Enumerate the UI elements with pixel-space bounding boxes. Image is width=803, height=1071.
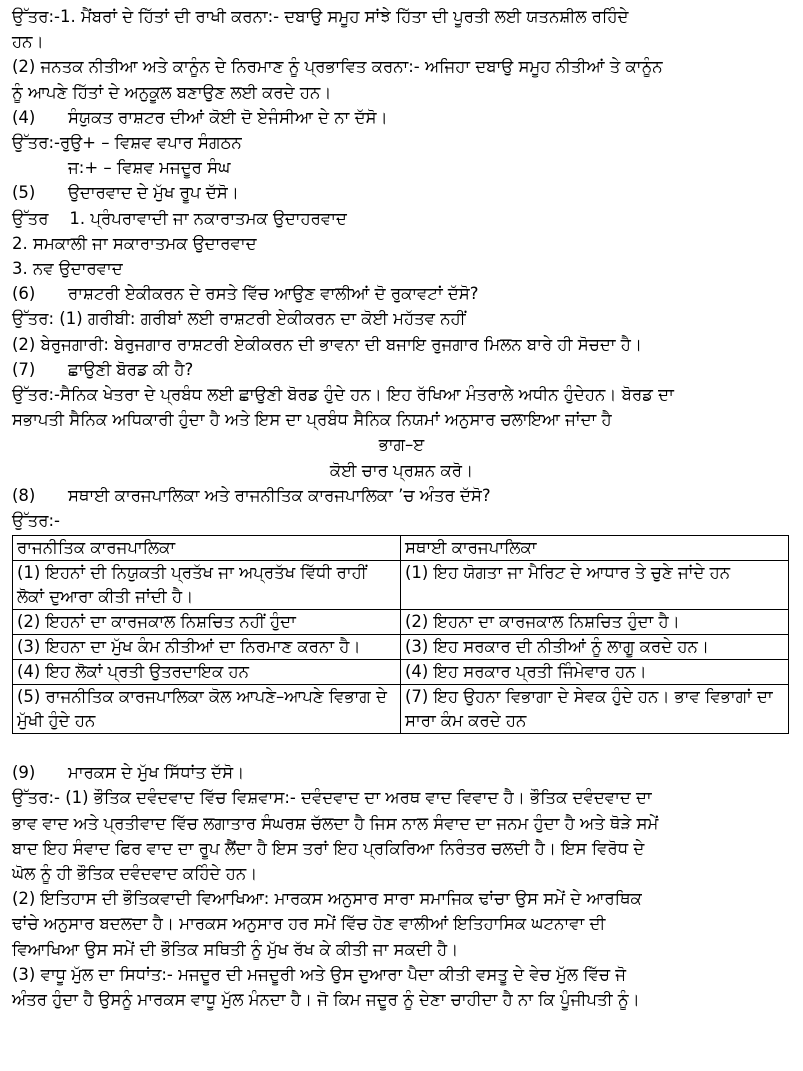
question-text: ਸੰਯੁਕਤ ਰਾਸ਼ਟਰ ਦੀਆਂ ਕੋਈ ਦੋ ਏਜੰਸੀਆ ਦੇ ਨਾ ਦੱਸੋ। — [68, 107, 388, 127]
text-line: ਉੱਤਰ:-1. ਮੈਂਬਰਾਂ ਦੇ ਹਿੱਤਾਂ ਦੀ ਰਾਖੀ ਕਰਨਾ:- ਦਬਾਉ ਸਮੂਹ ਸਾਂਝੇ ਹਿੱਤਾ ਦੀ ਪੂਰਤੀ ਲਈ ਯਤਨਸ਼ੀਲ ਰਹਿੰਦੇ — [12, 7, 629, 26]
question-number: (7) — [12, 359, 36, 379]
comparison-table — [12, 535, 789, 734]
table-cell: (3) ਇਹਨਾ ਦਾ ਮੁੱਖ ਕੰਮ ਨੀਤੀਆਂ ਦਾ ਨਿਰਮਾਣ ਕਰਨਾ ਹੈ। — [13, 635, 401, 660]
answer-label: ਉੱਤਰ:- — [12, 511, 60, 531]
table-row — [13, 610, 789, 635]
answer-line: ਅੰਤਰ ਹੁੰਦਾ ਹੈ ਉਸਨੂੰ ਮਾਰਕਸ ਵਾਧੂ ਮੁੱਲ ਮੰਨਦਾ ਹੈ। ਜੋ ਕਿਮ ਜਦੂਰ ਨੂੰ ਦੇਣਾ ਚਾਹੀਦਾ ਹੈ ਨਾ ਕਿ ਪੂੰਜੀਪਤੀ ਨੂੰ। — [12, 990, 640, 1010]
answer-line: 3. ਨਵ ਉਦਾਰਵਾਦ — [12, 259, 123, 279]
table-cell: (4) ਇਹ ਸਰਕਾਰ ਪ੍ਰਤੀ ਜਿੰਮੇਵਾਰ ਹਨ। — [401, 660, 789, 685]
question-number: (5) — [12, 183, 36, 203]
answer-line: ਉੱਤਰ 1. ਪ੍ਰੰਪਰਾਵਾਦੀ ਜਾ ਨਕਾਰਾਤਮਕ ਉਦਾਹਰਵਾਦ — [12, 208, 347, 228]
question-text: ਛਾਉਣੀ ਬੋਰਡ ਕੀ ਹੈ? — [68, 359, 194, 379]
question-text: ਉਦਾਰਵਾਦ ਦੇ ਮੁੱਖ ਰੂਪ ਦੱਸੋ। — [68, 183, 239, 203]
answer-line: ਉੱਤਰ:-ਰੁਉ+ – ਵਿਸ਼ਵ ਵਪਾਰ ਸੰਗਠਨ — [12, 133, 242, 153]
question-text: ਰਾਸ਼ਟਰੀ ਏਕੀਕਰਨ ਦੇ ਰਸਤੇ ਵਿੱਚ ਆਉਣ ਵਾਲੀਆਂ ਦੋ ਰੁਕਾਵਟਾਂ ਦੱਸੋ? — [68, 284, 479, 304]
table-cell: (2) ਇਹਨਾ ਦਾ ਕਾਰਜਕਾਲ ਨਿਸ਼ਚਿਤ ਹੁੰਦਾ ਹੈ। — [401, 610, 789, 635]
table-row — [13, 660, 789, 685]
question-number: (6) — [12, 284, 36, 304]
table-header-row — [13, 536, 789, 561]
table-cell: (4) ਇਹ ਲੋਕਾਂ ਪ੍ਰਤੀ ਉਤਰਦਾਇਕ ਹਨ — [13, 660, 401, 685]
table-cell: (3) ਇਹ ਸਰਕਾਰ ਦੀ ਨੀਤੀਆਂ ਨੂੰ ਲਾਗੂ ਕਰਦੇ ਹਨ। — [401, 635, 789, 660]
answer-line: ਜ:+ – ਵਿਸ਼ਵ ਮਜਦੂਰ ਸੰਘ — [68, 158, 231, 178]
answer-line: ਵਿਆਖਿਆ ਉਸ ਸਮੇਂ ਦੀ ਭੌਤਿਕ ਸਥਿਤੀ ਨੂੰ ਮੁੱਖ ਰੱਖ ਕੇ ਕੀਤੀ ਜਾ ਸਕਦੀ ਹੈ। — [12, 939, 459, 959]
table-cell: (2) ਇਹਨਾਂ ਦਾ ਕਾਰਜਕਾਲ ਨਿਸ਼ਚਿਤ ਨਹੀਂ ਹੁੰਦਾ — [13, 610, 401, 635]
section-instruction: ਕੋਈ ਚਾਰ ਪ੍ਰਸ਼ਨ ਕਰੋ। — [329, 460, 474, 480]
question-6 — [12, 281, 791, 306]
question-7 — [12, 357, 791, 382]
text-line: ਹਨ। — [12, 32, 44, 52]
answer-line: ਘੋਲ ਨੂੰ ਹੀ ਭੌਤਿਕ ਦਵੰਦਵਾਦ ਕਹਿੰਦੇ ਹਨ। — [12, 864, 258, 884]
answer-line: ਉੱਤਰ:-ਸੈਨਿਕ ਖੇਤਰਾ ਦੇ ਪ੍ਰਬੰਧ ਲਈ ਛਾਉਣੀ ਬੋਰਡ ਹੁੰਦੇ ਹਨ। ਇਹ ਰੱਖਿਆ ਮੰਤਰਾਲੇ ਅਧੀਨ ਹੁੰਦੇਹਨ। ਬੋਰਡ ਦਾ — [12, 385, 674, 405]
question-9 — [12, 760, 791, 785]
question-8 — [12, 483, 791, 508]
question-text: ਸਥਾਈ ਕਾਰਜਪਾਲਿਕਾ ਅਤੇ ਰਾਜਨੀਤਿਕ ਕਾਰਜਪਾਲਿਕਾ ’ਚ ਅੰਤਰ ਦੱਸੋ? — [68, 485, 491, 505]
answer-line: ਢਾਂਚੇ ਅਨੁਸਾਰ ਬਦਲਦਾ ਹੈ। ਮਾਰਕਸ ਅਨੁਸਾਰ ਹਰ ਸਮੇਂ ਵਿੱਚ ਹੋਣ ਵਾਲੀਆਂ ਇਤਿਹਾਸਿਕ ਘਟਨਾਵਾ ਦੀ — [12, 914, 606, 934]
answer-line: (2) ਬੇਰੁਜਗਾਰੀ: ਬੇਰੁਜਗਾਰ ਰਾਸ਼ਟਰੀ ਏਕੀਕਰਨ ਦੀ ਭਾਵਨਾ ਦੀ ਬਜਾਇ ਰੁਜਗਾਰ ਮਿਲਨ ਬਾਰੇ ਹੀ ਸੋਚਦਾ ਹੈ। — [12, 334, 643, 354]
table-cell: (1) ਇਹਨਾਂ ਦੀ ਨਿਯੁਕਤੀ ਪ੍ਰਤੱਖ ਜਾ ਅਪ੍ਰਤੱਖ ਵਿੱਧੀ ਰਾਹੀਂ ਲੋਕਾਂ ਦੁਆਰਾ ਕੀਤੀ ਜਾਂਦੀ ਹੈ। — [13, 561, 401, 610]
answer-line: ਉੱਤਰ:- (1) ਭੌਤਿਕ ਦਵੰਦਵਾਦ ਵਿੱਚ ਵਿਸ਼ਵਾਸ:- ਦਵੰਦਵਾਦ ਦਾ ਅਰਥ ਵਾਦ ਵਿਵਾਦ ਹੈ। ਭੌਤਿਕ ਦਵੰਦਵਾਦ ਦਾ — [12, 788, 652, 808]
table-row — [13, 635, 789, 660]
question-text: ਮਾਰਕਸ ਦੇ ਮੁੱਖ ਸਿੱਧਾਂਤ ਦੱਸੋ। — [68, 763, 245, 783]
question-number: (4) — [12, 107, 36, 127]
question-number: (8) — [12, 485, 36, 505]
section-title: ਭਾਗ–ੲ — [378, 435, 425, 455]
answer-line: ਉੱਤਰ: (1) ਗਰੀਬੀ: ਗਰੀਬਾਂ ਲਈ ਰਾਸ਼ਟਰੀ ਏਕੀਕਰਨ ਦਾ ਕੋਈ ਮਹੱਤਵ ਨਹੀਂ — [12, 309, 466, 329]
answer-line: ਸਭਾਪਤੀ ਸੈਨਿਕ ਅਧਿਕਾਰੀ ਹੁੰਦਾ ਹੈ ਅਤੇ ਇਸ ਦਾ ਪ੍ਰਬੰਧ ਸੈਨਿਕ ਨਿਯਮਾਂ ਅਨੁਸਾਰ ਚਲਾਇਆ ਜਾਂਦਾ ਹੈ — [12, 410, 612, 430]
question-number: (9) — [12, 763, 36, 783]
answer-line: 2. ਸਮਕਾਲੀ ਜਾ ਸਕਾਰਾਤਮਕ ਉਦਾਰਵਾਦ — [12, 233, 257, 253]
table-header-cell: ਸਥਾਈ ਕਾਰਜਪਾਲਿਕਾ — [401, 536, 789, 561]
answer-line: ਭਾਵ ਵਾਦ ਅਤੇ ਪ੍ਰਤੀਵਾਦ ਵਿੱਚ ਲਗਾਤਾਰ ਸੰਘਰਸ਼ ਚੱਲਦਾ ਹੈ ਜਿਸ ਨਾਲ ਸੰਵਾਦ ਦਾ ਜਨਮ ਹੁੰਦਾ ਹੈ ਅਤੇ ਥੋੜੇ ਸਮੇਂ — [12, 813, 659, 833]
table-cell: (7) ਇਹ ਉਹਨਾ ਵਿਭਾਗਾ ਦੇ ਸੇਵਕ ਹੁੰਦੇ ਹਨ। ਭਾਵ ਵਿਭਾਗਾਂ ਦਾ ਸਾਰਾ ਕੰਮ ਕਰਦੇ ਹਨ — [401, 685, 789, 734]
answer-line: ਬਾਦ ਇਹ ਸੰਵਾਦ ਫਿਰ ਵਾਦ ਦਾ ਰੂਪ ਲੈਂਦਾ ਹੈ ਇਸ ਤਰਾਂ ਇਹ ਪ੍ਰਕਿਰਿਆ ਨਿਰੰਤਰ ਚਲਦੀ ਹੈ। ਇਸ ਵਿਰੋਧ ਦੇ — [12, 838, 645, 858]
table-cell: (5) ਰਾਜਨੀਤਿਕ ਕਾਰਜਪਾਲਿਕਾ ਕੋਲ ਆਪਣੇ–ਆਪਣੇ ਵਿਭਾਗ ਦੇ ਮੁੱਖੀ ਹੁੰਦੇ ਹਨ — [13, 685, 401, 734]
text-line: (2) ਜਨਤਕ ਨੀਤੀਆ ਅਤੇ ਕਾਨੂੰਨ ਦੇ ਨਿਰਮਾਣ ਨੂੰ ਪ੍ਰਭਾਵਿਤ ਕਰਨਾ:- ਅਜਿਹਾ ਦਬਾਉ ਸਮੂਹ ਨੀਤੀਆਂ ਤੇ ਕਾਨੂੰਨ — [12, 57, 663, 77]
question-5 — [12, 180, 791, 205]
answer-line: (2) ਇਤਿਹਾਸ ਦੀ ਭੌਤਿਕਵਾਦੀ ਵਿਆਖਿਆ: ਮਾਰਕਸ ਅਨੁਸਾਰ ਸਾਰਾ ਸਮਾਜਿਕ ਢਾਂਚਾ ਉਸ ਸਮੇਂ ਦੇ ਆਰਥਿਕ — [12, 889, 642, 909]
text-line: ਨੂੰ ਆਪਣੇ ਹਿੱਤਾਂ ਦੇ ਅਨੁਕੂਲ ਬਣਾਉਣ ਲਈ ਕਰਦੇ ਹਨ। — [12, 82, 332, 102]
table-header-cell: ਰਾਜਨੀਤਿਕ ਕਾਰਜਪਾਲਿਕਾ — [13, 536, 401, 561]
answer-line: (3) ਵਾਧੂ ਮੁੱਲ ਦਾ ਸਿਧਾਂਤ:- ਮਜਦੂਰ ਦੀ ਮਜਦੂਰੀ ਅਤੇ ਉਸ ਦੁਆਰਾ ਪੈਦਾ ਕੀਤੀ ਵਸਤੂ ਦੇ ਵੇਚ ਮੁੱਲ ਵਿੱਚ ਜੋ — [12, 964, 627, 984]
table-row — [13, 685, 789, 734]
spacer — [12, 734, 791, 760]
table-row — [13, 561, 789, 610]
table-cell: (1) ਇਹ ਯੋਗਤਾ ਜਾ ਮੈਰਿਟ ਦੇ ਆਧਾਰ ਤੇ ਚੁਣੇ ਜਾਂਦੇ ਹਨ — [401, 561, 789, 610]
question-4 — [12, 105, 791, 130]
